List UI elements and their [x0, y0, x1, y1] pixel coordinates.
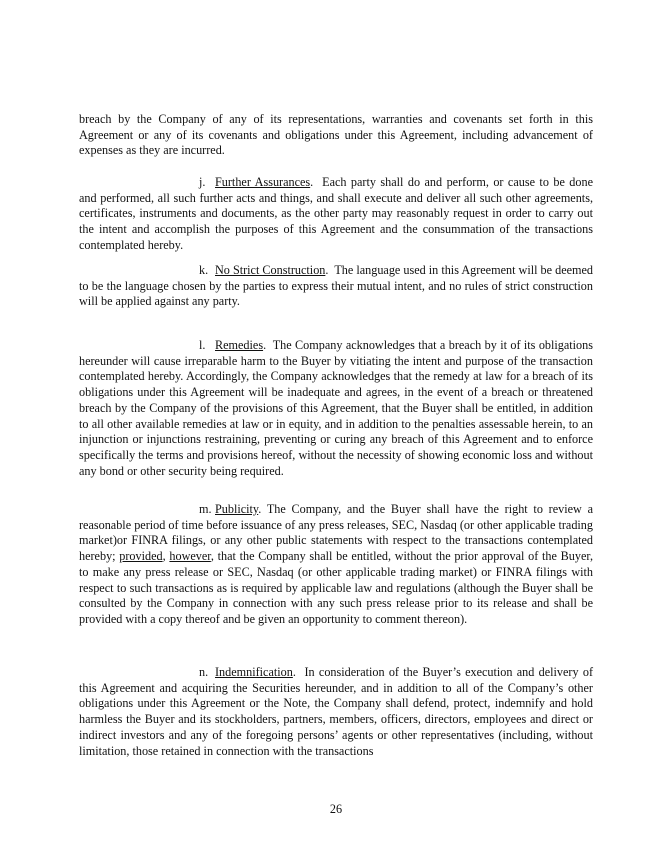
- section-letter: k.: [199, 263, 209, 277]
- section-indemnification: n. Indemnification. In consideration of the Buyer’s execution and delivery of this Agreement and acquiring the Securities hereunder, and in addition to all of the Company’s other obligations under this Agreement or the Note, the Company shall defend, protect, indemnify and hold harmless the Buyer and its stockholders, partners, members, officers, directors, employees and direct or indirect investors and any of the foregoing persons’ agents or other representatives (including, without limitation, those retained in connection with the transactions: [79, 665, 594, 758]
- section-heading: Further Assurances: [215, 175, 311, 189]
- paragraph-continuation: [79, 112, 593, 159]
- section-publicity: m. Publicity. The Company, and the Buyer shall have the right to review a reasonable period of time before issuance of any press releases, SEC, Nasdaq (or other applicable trading market)or FINRA filings, or any other public statements with respect to the transactions contemplated hereby; provided, however, that the Company shall be entitled, without the prior approval of the Buyer, to make any press release or SEC, Nasdaq (or other applicable trading market) or FINRA filings with respect to such transactions as is required by applicable law and regulations (although the Buyer shall be consulted by the Company in connection with any such press release prior to its release and shall be provided with a copy thereof and be given an opportunity to comment thereon).: [79, 502, 593, 626]
- section-body-continued: , that the Company shall be entitled, without the prior approval of the Buyer, to make any press release or SEC, Nasdaq (or other applicable trading market) or FINRA filings with respect to such transactions as is required by applicable law and regulations (although the Buyer shall be consulted by the Company in connection with any such press release prior to its release and shall be provided with a copy thereof and be given an opportunity to comment thereon).: [79, 549, 593, 626]
- section-letter: j.: [199, 175, 206, 189]
- section-further-assurances: j. Further Assurances. Each party shall do and perform, or cause to be done and performed, all such further acts and things, and shall execute and deliver all such other agreements, certificates, instruments and documents, as the other party may reasonably request in order to carry out the intent and accomplish the purposes of this Agreement and the consummation of the transactions contemplated hereby.: [79, 175, 593, 252]
- paragraph-text: breach by the Company of any of its representations, warranties and covenants set forth in this Agreement or any of its covenants and obligations under this Agreement, including advancement of expenses as they are incurred.: [79, 112, 593, 158]
- section-remedies: l. Remedies. The Company acknowledges that a breach by it of its obligations hereunder will cause irreparable harm to the Buyer by vitiating the intent and purpose of the transaction contemplated hereby. Accordingly, the Company acknowledges that the remedy at law for a breach of its obligations under this Agreement will be inadequate and agrees, in the event of a breach or threatened breach by the Company of the provisions of this Agreement, that the Buyer shall be entitled, in addition to all other available remedies at law or in equity, and in addition to the penalties assessable herein, to an injunction or injunctions restraining, preventing or curing any breach of this Agreement and to enforce specifically the terms and provisions hereof, without the necessity of showing economic loss and without any bond or other security being required.: [79, 338, 593, 478]
- section-body: The Company acknowledges that a breach by it of its obligations hereunder will cause irreparable harm to the Buyer by vitiating the intent and purpose of the transaction contemplated hereby. Accordingly, the Company acknowledges that the remedy at law for a breach of its obligations under this Agreement will be inadequate and agrees, in the event of a breach or threatened breach by the Company of the provisions of this Agreement, that the Buyer shall be entitled, in addition to all other available remedies at law or in equity, and in addition to the penalties assessable herein, to an injunction or injunctions restraining, preventing or curing any breach of this Agreement and to enforce specifically the terms and provisions hereof, without the necessity of showing economic loss and without any bond or other security being required.: [79, 338, 593, 478]
- section-body: In consideration of the Buyer’s execution and delivery of this Agreement and acquiring the Securities hereunder, and in addition to all of the Company’s other obligations under this Agreement or the Note, the Company shall defend, protect, indemnify and hold harmless the Buyer and its stockholders, partners, members, officers, directors, employees and direct or indirect investors and any of the foregoing persons’ agents or other representatives (including, without limitation, those retained in connection with the transactions: [79, 665, 594, 758]
- section-body: The Company, and the Buyer shall have the right to review a reasonable period of time before issuance of any press releases, SEC, Nasdaq (or other applicable trading market)or FINRA filings, or any other public statements with respect to the transactions contemplated hereby;: [79, 502, 593, 564]
- section-no-strict-construction: k. No Strict Construction. The language used in this Agreement will be deemed to be the language chosen by the parties to express their mutual intent, and no rules of strict construction will be applied against any party.: [79, 263, 593, 309]
- page-number: 26: [329, 802, 343, 816]
- section-letter: m.: [199, 502, 212, 516]
- section-heading: Remedies: [215, 338, 264, 352]
- provided-term: provided: [119, 549, 163, 564]
- section-heading: Indemnification: [215, 665, 293, 679]
- document-page: [79, 0, 593, 867]
- section-letter: l.: [199, 338, 206, 352]
- section-letter: n.: [199, 665, 209, 679]
- section-heading: No Strict Construction: [215, 263, 326, 277]
- section-body: Each party shall do and perform, or cause to be done and performed, all such further acts and things, and shall execute and deliver all such other agreements, certificates, instruments and documents, as the other party may reasonably request in order to carry out the intent and accomplish the purposes of this Agreement and the consummation of the transactions contemplated hereby.: [79, 175, 593, 252]
- section-heading: Publicity: [215, 502, 259, 516]
- section-body: The language used in this Agreement will be deemed to be the language chosen by the parties to express their mutual intent, and no rules of strict construction will be applied against any party.: [79, 263, 593, 309]
- however-term: however: [169, 549, 211, 564]
